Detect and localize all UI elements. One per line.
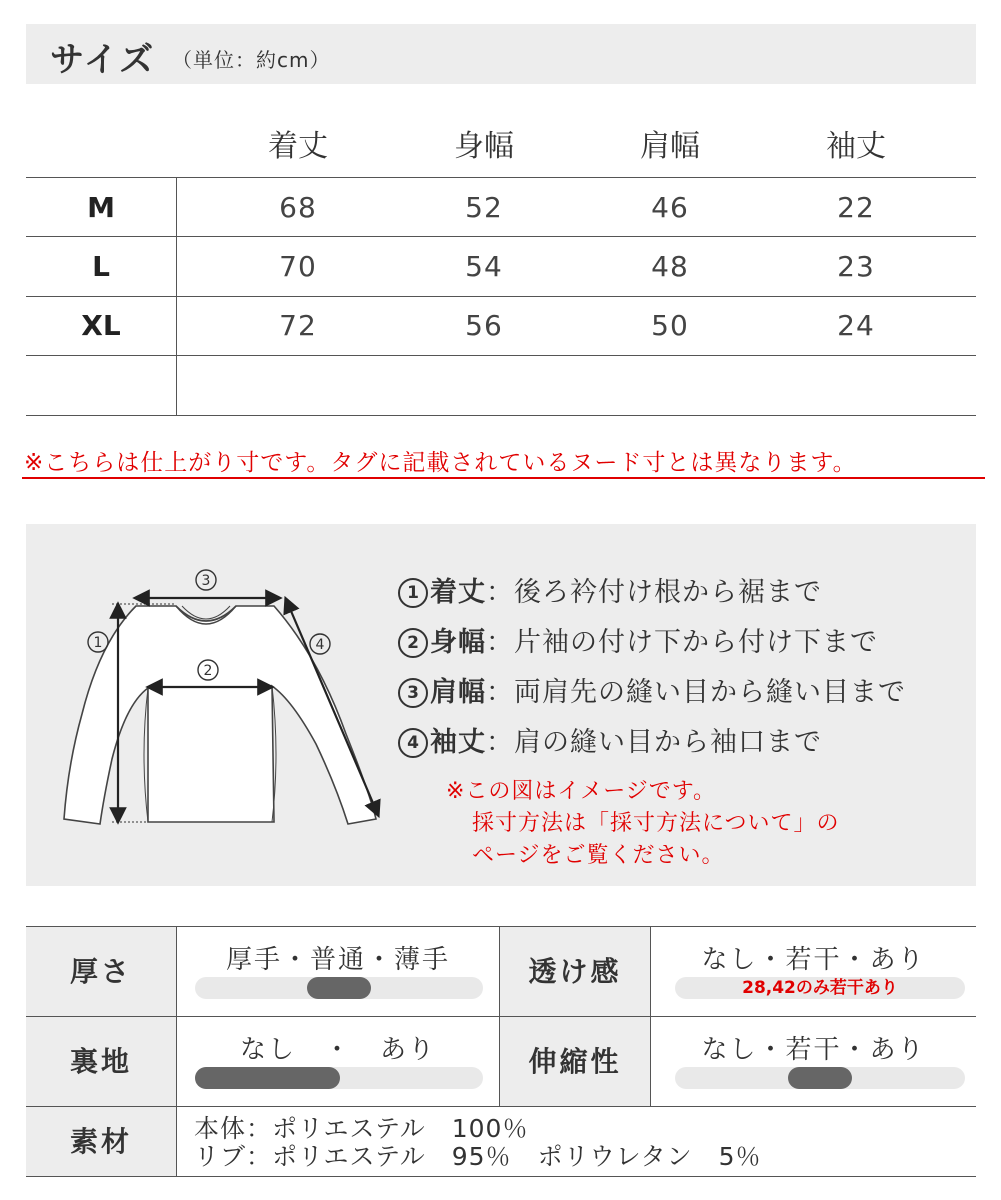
table-cell: 54 — [465, 250, 503, 283]
table-cell: 46 — [651, 191, 689, 224]
stretch-label: 伸縮性 — [500, 1017, 650, 1106]
legend-number: 1 — [398, 578, 428, 608]
legend-sleeve — [398, 720, 822, 759]
note-underline — [22, 477, 985, 479]
thickness-scale — [177, 927, 499, 1016]
diagram-note-line: ※この図はイメージです。 — [446, 779, 717, 804]
svg-text:4: 4 — [315, 637, 325, 653]
table-cell: 56 — [465, 309, 503, 342]
stretch-scale — [651, 1017, 976, 1106]
marker-1 — [88, 632, 108, 652]
column-header: 着丈 — [268, 129, 328, 164]
legend-key: 肩幅 — [430, 677, 486, 708]
legend-shoulder — [398, 670, 906, 709]
marker-4 — [310, 634, 330, 654]
column-header: 袖丈 — [826, 129, 886, 164]
legend-key: 身幅 — [430, 627, 486, 658]
size-label: L — [92, 250, 110, 283]
table-cell: 52 — [465, 191, 503, 224]
legend-number: 2 — [398, 628, 428, 658]
svg-text:3: 3 — [201, 573, 211, 589]
diagram-note — [446, 776, 840, 872]
table-column-divider — [499, 926, 500, 1106]
scale-track — [675, 977, 965, 999]
diagram-note-line: ページをご覧ください。 — [472, 843, 725, 868]
table-column-divider — [650, 926, 651, 1106]
section-header — [26, 24, 976, 84]
material-rib: リブ：ポリエステル 95％ ポリウレタン 5％ — [194, 1142, 762, 1171]
legend-chest — [398, 620, 878, 659]
legend-desc: ：両肩先の縫い目から縫い目まで — [486, 677, 906, 708]
table-column-divider — [176, 926, 177, 1176]
legend-length — [398, 570, 822, 609]
column-header: 身幅 — [454, 129, 514, 164]
finished-size-note: ※こちらは仕上がり寸です。タグに記載されているヌード寸とは異なります。 — [24, 450, 857, 476]
transparency-note: 28,42のみ若干あり — [742, 978, 898, 998]
table-cell: 72 — [279, 309, 317, 342]
lining-label: 裏地 — [26, 1017, 176, 1106]
legend-desc: ：肩の縫い目から袖口まで — [486, 727, 822, 758]
table-divider — [26, 1176, 976, 1177]
transparency-label: 透け感 — [500, 927, 650, 1016]
table-cell: 50 — [651, 309, 689, 342]
table-cell: 22 — [837, 191, 875, 224]
table-row — [26, 178, 976, 237]
scale-track — [675, 1067, 965, 1089]
diagram-note-line: 採寸方法は「採寸方法について」の — [472, 811, 840, 836]
table-row — [26, 356, 976, 415]
legend-key: 袖丈 — [430, 727, 486, 758]
table-divider — [26, 415, 976, 416]
fabric-spec-table — [26, 926, 976, 1176]
stretch-level-bar — [788, 1067, 852, 1089]
thickness-level-bar — [307, 977, 371, 999]
stretch-options: なし・若干・あり — [701, 1035, 926, 1065]
table-row — [26, 237, 976, 296]
transparency-options: なし・若干・あり — [701, 945, 926, 975]
legend-desc: ：片袖の付け下から付け下まで — [486, 627, 878, 658]
section-title: サイズ — [50, 40, 156, 80]
table-cell: 23 — [837, 250, 875, 283]
measurement-diagram-panel — [26, 524, 976, 886]
table-cell: 48 — [651, 250, 689, 283]
thickness-options: 厚手・普通・薄手 — [225, 945, 450, 975]
material-body: 本体：ポリエステル 100％ — [194, 1114, 529, 1143]
lining-options: なし ・ あり — [239, 1035, 436, 1065]
transparency-scale — [651, 927, 976, 1016]
column-header: 肩幅 — [640, 129, 700, 164]
legend-key: 着丈 — [430, 577, 486, 608]
scale-track — [195, 1067, 483, 1089]
unit-label: （単位：約cm） — [172, 48, 331, 72]
legend-desc: ：後ろ衿付け根から裾まで — [486, 577, 822, 608]
scale-track — [195, 977, 483, 999]
table-cell: 70 — [279, 250, 317, 283]
table-cell: 68 — [279, 191, 317, 224]
table-row — [26, 296, 976, 355]
thickness-label: 厚さ — [26, 927, 176, 1016]
size-label: M — [87, 191, 115, 224]
svg-text:2: 2 — [203, 663, 213, 679]
material-label: 素材 — [26, 1107, 176, 1176]
shirt-diagram — [26, 524, 386, 886]
size-label: XL — [81, 309, 121, 342]
lining-level-bar — [195, 1067, 340, 1089]
legend-number: 3 — [398, 678, 428, 708]
table-cell: 24 — [837, 309, 875, 342]
lining-scale — [177, 1017, 499, 1106]
legend-number: 4 — [398, 728, 428, 758]
marker-3 — [196, 570, 216, 590]
svg-text:1: 1 — [93, 635, 103, 651]
